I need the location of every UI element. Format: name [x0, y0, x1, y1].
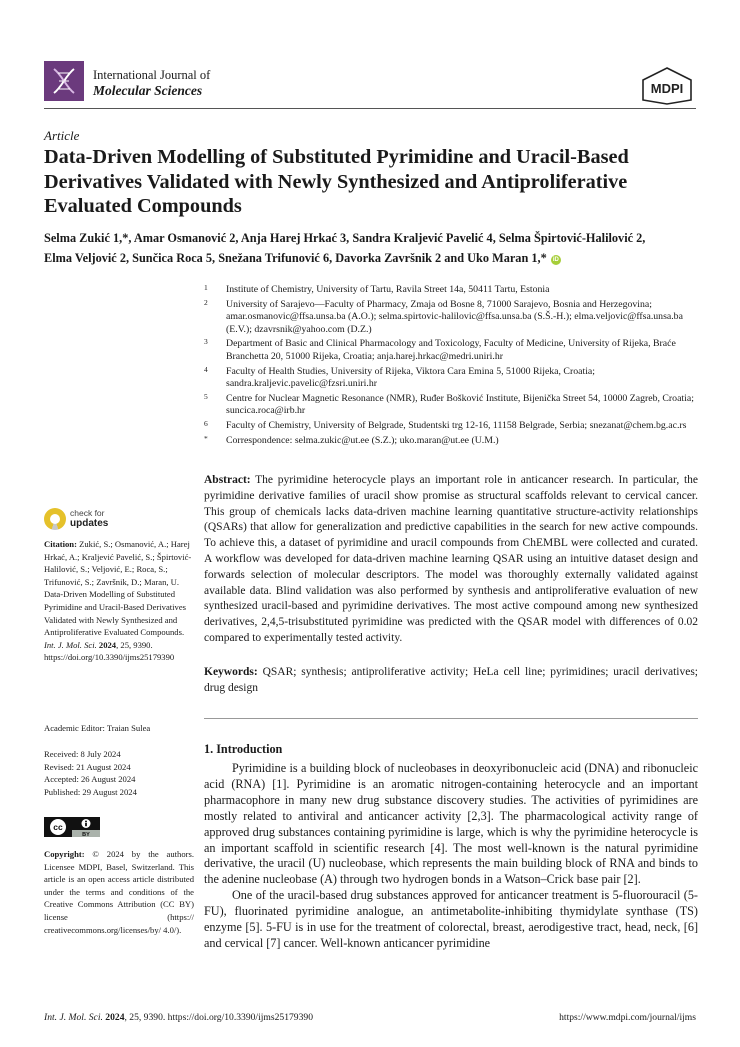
revised-date: Revised: 21 August 2024 — [44, 761, 131, 772]
cc-by-license-icon[interactable] — [44, 817, 100, 837]
section-heading-introduction: 1. Introduction — [204, 742, 283, 756]
keywords — [204, 665, 698, 697]
introduction-body — [204, 761, 698, 952]
footer-doi[interactable]: , 25, 9390. https://doi.org/10.3390/ijms25179390 — [124, 1012, 313, 1023]
affiliation-text: University of Sarajevo—Faculty of Pharmacy, Zmaja od Bosne 8, 71000 Sarajevo, Bosnia and Herzegovina; amar.osmanovic@ffsa.unsa.ba (A.O.); selma.spirtovic-halilovic@ffsa.unsa.ba (S.Š.-H.); elma.veljovic@ffsa.unsa.ba (E.V.); dzavrsnik@yahoo.com (D.Z.) — [226, 298, 683, 335]
abstract — [204, 473, 698, 647]
accepted-date: Accepted: 26 August 2024 — [44, 774, 136, 785]
affiliation-number: 6 — [204, 418, 208, 428]
copyright-label: Copyright: — [44, 849, 85, 859]
publisher-name: MDPI — [650, 81, 684, 96]
affiliation-item — [204, 299, 704, 337]
author-line-2-text: Elma Veljović 2, Sunčica Roca 5, Snežana Trifunović 6, Davorka Završnik 2 and Uko Maran 1,* — [44, 251, 547, 265]
affiliation-number: 3 — [204, 337, 208, 347]
journal-name-line2: Molecular Sciences — [93, 83, 203, 98]
author-line-1 — [44, 228, 704, 248]
abstract-text: The pyrimidine heterocycle plays an important role in anticancer research. In particular, the pyrimidine derivative families of uracil show promise as structural scaffolds relevant to cervical cancer. This group of chemicals lacks data-driven machine learning quantitative structure-activity relationships (QSARs) that allow for generalization and predictive capabilities in the search for new active compounds. To achieve this, a dataset of pyrimidine and uracil compounds from ChEMBL were collected and curated. A workflow was developed for data-driven machine learning QSAR using an intuitive dataset design and forwards selection of molecular descriptors. The model was thoroughly externally validated against available data. Blind validation was also performed by synthesis and antiproliferative evaluation of new synthesized uracil-based and pyrimidine derivatives. The most active compound among new synthesized derivatives, 2,4,5-trisubstituted pyrimidine was predicted with the QSAR model with differences of 0.02 compared to experimentally tested activity. — [204, 474, 698, 644]
mdpi-logo-icon — [639, 66, 695, 106]
citation-label: Citation: — [44, 539, 77, 549]
cc-label: cc — [53, 822, 63, 833]
check-updates-line2: updates — [70, 517, 109, 529]
abstract-divider — [204, 718, 698, 719]
published-date: Published: 29 August 2024 — [44, 786, 137, 797]
header-divider — [44, 108, 696, 109]
author-list — [44, 228, 704, 268]
affiliation-number: 4 — [204, 364, 208, 374]
affiliation-item — [204, 420, 704, 433]
affiliation-item — [204, 284, 704, 297]
author-line-2 — [44, 248, 704, 268]
article-type: Article — [44, 128, 80, 143]
paper-title: Data-Driven Modelling of Substituted Pyrimidine and Uracil-Based Derivatives Validated with Newly Synthesized and Antiproliferative Evaluated Compounds — [44, 146, 629, 217]
orcid-icon[interactable]: iD — [552, 257, 559, 263]
intro-paragraph-2: One of the uracil-based drug substances approved for anticancer treatment is 5-fluorouracil (5-FU), fluorinated pyrimidine analogue, an antimetabolite-inhibiting thymidylate synthase (TS) enzyme [5]. 5-FU is in use for the treatment of colorectal, breast, aerodigestive tract, head, neck, [6] and cervical [7] cancer. Well-known anticancer pyrimidine — [204, 888, 698, 950]
journal-logo-icon — [44, 61, 84, 101]
check-updates-icon — [44, 508, 66, 530]
affiliation-number: 5 — [204, 391, 208, 401]
correspondence — [204, 435, 704, 448]
footer-citation — [44, 1012, 313, 1023]
citation-text: Zukić, S.; Osmanović, A.; Harej Hrkać, A.; Kraljević Pavelić, S.; Špirtović-Halilović, S.; Veljović, E.; Roca, S.; Trifunović, S.; Završnik, D.; Maran, U. Data-Driven Modelling of Substituted Pyrimidine and Uracil-Based Derivatives Validated with Newly Synthesized and Antiproliferative Evaluated Compounds. — [44, 539, 192, 638]
affiliation-number: 1 — [204, 283, 208, 292]
citation-year: 2024 — [98, 639, 117, 650]
affiliation-number: 2 — [204, 297, 208, 307]
check-for-updates-badge[interactable] — [44, 508, 154, 534]
affiliation-text: Centre for Nuclear Magnetic Resonance (NMR), Ruđer Bošković Institute, Bijenička Street 54, 10000 Zagreb, Croatia; suncica.roca@irb.hr — [226, 392, 694, 417]
affiliation-text: Faculty of Health Studies, University of Rijeka, Viktora Cara Emina 5, 51000 Rijeka, Croatia; sandra.kraljevic.pavelic@fzsri.uniri.hr — [226, 365, 595, 390]
journal-name-line1: International Journal of — [93, 68, 211, 82]
cc-by-label: BY — [82, 832, 90, 837]
citation-doi: , 25, 9390. https://doi.org/10.3390/ijms25179390 — [44, 639, 175, 663]
check-updates-line1: check for — [70, 508, 105, 518]
copyright-text: © 2024 by the authors. Licensee MDPI, Basel, Switzerland. This article is an open access article distributed under the terms and conditions of the Creative Commons Attribution (CC BY) license (https:// creativecommons.org/licenses/by/ 4.0/). — [44, 849, 194, 935]
academic-editor: Academic Editor: Traian Sulea — [44, 723, 151, 733]
keywords-label: Keywords: — [204, 666, 258, 678]
affiliation-item — [204, 338, 704, 363]
author-line-1-text: Selma Zukić 1,*, Amar Osmanović 2, Anja Harej Hrkać 3, Sandra Kraljević Pavelić 4, Selma Špirtović-Halilović 2, — [44, 231, 646, 245]
keywords-text: QSAR; synthesis; antiproliferative activity; HeLa cell line; pyrimidines; uracil derivatives; drug design — [204, 666, 698, 694]
affiliation-item — [204, 366, 704, 391]
check-updates-text — [70, 509, 108, 528]
journal-name — [93, 68, 210, 98]
affiliations — [204, 284, 704, 449]
affiliation-number: * — [204, 433, 208, 443]
footer-journal-url[interactable]: https://www.mdpi.com/journal/ijms — [559, 1012, 696, 1023]
publication-dates — [44, 748, 194, 798]
citation-block — [44, 538, 194, 664]
footer-journal: Int. J. Mol. Sci. — [44, 1012, 103, 1023]
footer-year: 2024 — [105, 1012, 125, 1023]
abstract-label: Abstract: — [204, 474, 251, 486]
affiliation-item — [204, 393, 704, 418]
intro-paragraph-1: Pyrimidine is a building block of nucleobases in deoxyribonucleic acid (DNA) and ribonucleic acid (RNA) [1]. Pyrimidine is an aromatic nitrogen-containing heterocycle and an important pharmacophore in many new drug substance discovery studies. The activities of pyrimidines are mostly related to antiviral and anticancer activity [2,3]. The pharmacological activity range of approved drug substances containing pyrimidine is large, which is why the pyrimidine heterocycle is an important scaffold in scientific research [4]. The most well-known is the natural pyrimidine derivative, the uracil (U) nucleobase, which represents the main building block of RNA and binds to the adenine nucleobase (A) through two hydrogen bonds in a Watson–Crick base pair [2]. — [204, 761, 698, 887]
affiliation-text: Faculty of Chemistry, University of Belgrade, Studentski trg 12-16, 11158 Belgrade, Serbia; snezanat@chem.bg.ac.rs — [226, 419, 687, 431]
affiliation-text: Department of Basic and Clinical Pharmacology and Toxicology, Faculty of Medicine, University of Rijeka, Braće Branchetta 20, 51000 Rijeka, Croatia; anja.harej.hrkac@medri.uniri.hr — [226, 338, 676, 362]
affiliation-text: Institute of Chemistry, University of Tartu, Ravila Street 14a, 50411 Tartu, Estonia — [226, 284, 550, 295]
received-date: Received: 8 July 2024 — [44, 749, 121, 759]
copyright-notice — [44, 848, 194, 936]
citation-journal: Int. J. Mol. Sci. — [44, 639, 97, 650]
correspondence-text: Correspondence: selma.zukic@ut.ee (S.Z.); uko.maran@ut.ee (U.M.) — [226, 434, 499, 446]
